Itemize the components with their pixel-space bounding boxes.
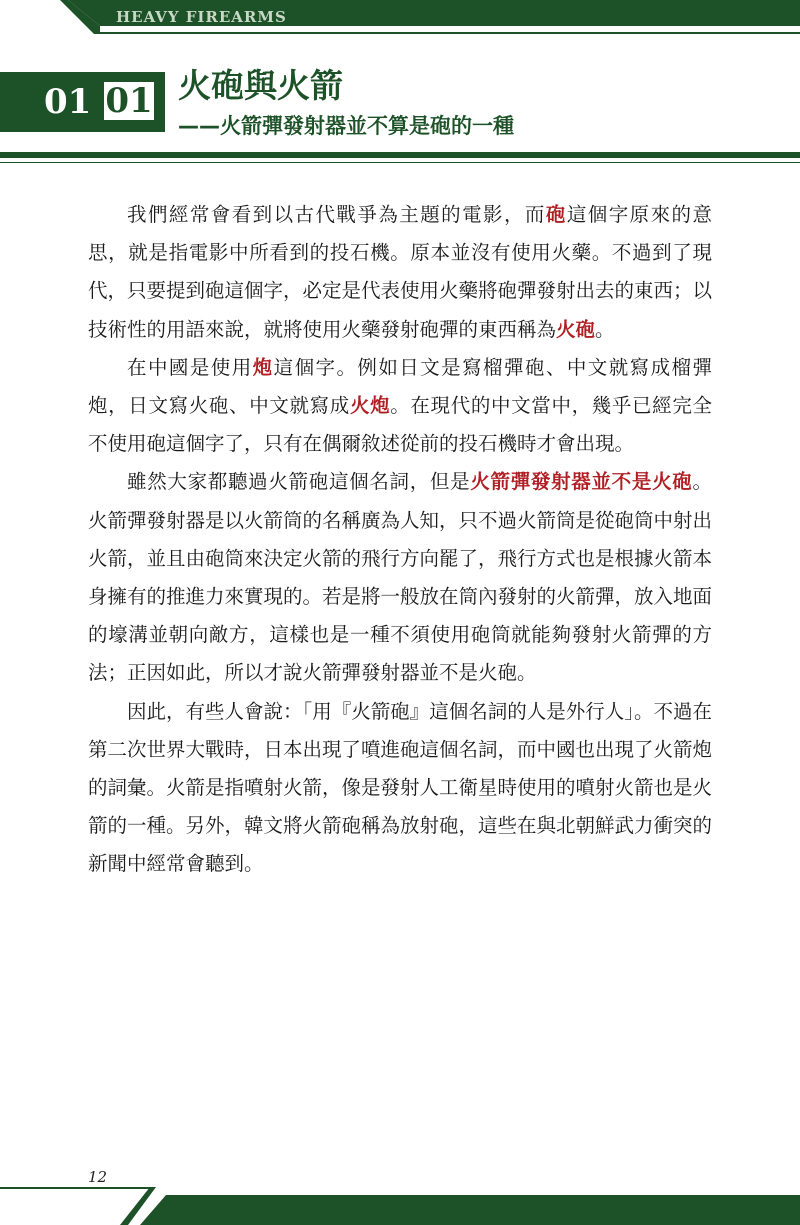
paragraph-4 bbox=[88, 693, 712, 884]
p2-highlight-1: 炮 bbox=[252, 355, 274, 379]
p3-text-c: 。火箭彈發射器是以火箭筒的名稱廣為人知，只不過火箭筒是從砲筒中射出火箭，並且由砲筒來決定火箭的飛行方向罷了，飛行方式也是根據火箭本身擁有的推進力來實現的。若是將一般放在筒內發射的火箭彈，放入地面的壕溝並朝向敵方，這樣也是一種不須使用砲筒就能夠發射火箭彈的方法；正因如此，所以才說火箭彈發射器並不是火砲。 bbox=[88, 470, 713, 685]
title-divider-thick bbox=[0, 152, 800, 158]
p1-highlight-1: 砲 bbox=[545, 203, 567, 226]
page-subtitle: ——火箭彈發射器並不算是砲的一種 bbox=[178, 114, 514, 138]
p1-text-c: 這個字原來的意思，就是指電影中所看到的投石機。原本並沒有使用火藥。不過到了現代，只要提到砲這個字，必定是代表使用火藥將砲彈發射出去的東西；以技術性的用語來說，就將使用火藥發射砲彈的東西稱為 bbox=[88, 203, 713, 341]
paragraph-1 bbox=[88, 196, 712, 349]
section-number: 01 bbox=[102, 80, 156, 122]
p1-highlight-2: 火砲 bbox=[556, 317, 596, 341]
p3-highlight-1: 火箭彈發射器並不是火砲 bbox=[470, 470, 693, 494]
page-title: 火砲與火箭 bbox=[178, 66, 343, 105]
paragraph-2 bbox=[88, 349, 712, 464]
p1-text-a: 我們經常會看到以古代戰爭為主題的電影，而 bbox=[127, 203, 546, 226]
p2-text-e: 。在現代的中文當中，幾乎已經完全不使用砲這個字了，只有在偶爾敘述從前的投石機時才會出現。 bbox=[88, 394, 712, 456]
title-divider-thin bbox=[0, 162, 800, 163]
part-number: 01 bbox=[44, 82, 92, 122]
p2-text-c: 這個字。例如日文是寫榴彈砲、中文就寫成榴彈炮，日文寫火砲、中文就寫成 bbox=[88, 355, 712, 418]
p3-text-a: 雖然大家都聽過火箭砲這個名詞，但是 bbox=[127, 470, 471, 494]
p2-text-a: 在中國是使用 bbox=[127, 355, 253, 379]
series-label: HEAVY FIREARMS bbox=[116, 8, 287, 26]
page-number: 12 bbox=[88, 1168, 108, 1186]
paragraph-3 bbox=[88, 463, 712, 692]
article-body bbox=[88, 196, 712, 884]
p1-text-e: 。 bbox=[595, 317, 615, 341]
top-header-band bbox=[0, 0, 800, 40]
p2-highlight-2: 火炮 bbox=[349, 394, 391, 418]
bottom-footer-band bbox=[0, 1185, 800, 1225]
p4-text-a: 因此，有些人會說：「用『火箭砲』這個名詞的人是外行人」。不過在第二次世界大戰時，日本出現了噴進砲這個名詞，而中國也出現了火箭炮的詞彙。火箭是指噴射火箭，像是發射人工衛星時使用的噴射火箭也是火箭的一種。另外，韓文將火箭砲稱為放射砲，這些在與北朝鮮武力衝突的新聞中經常會聽到。 bbox=[88, 699, 713, 876]
footer-band-shape bbox=[0, 1185, 800, 1225]
